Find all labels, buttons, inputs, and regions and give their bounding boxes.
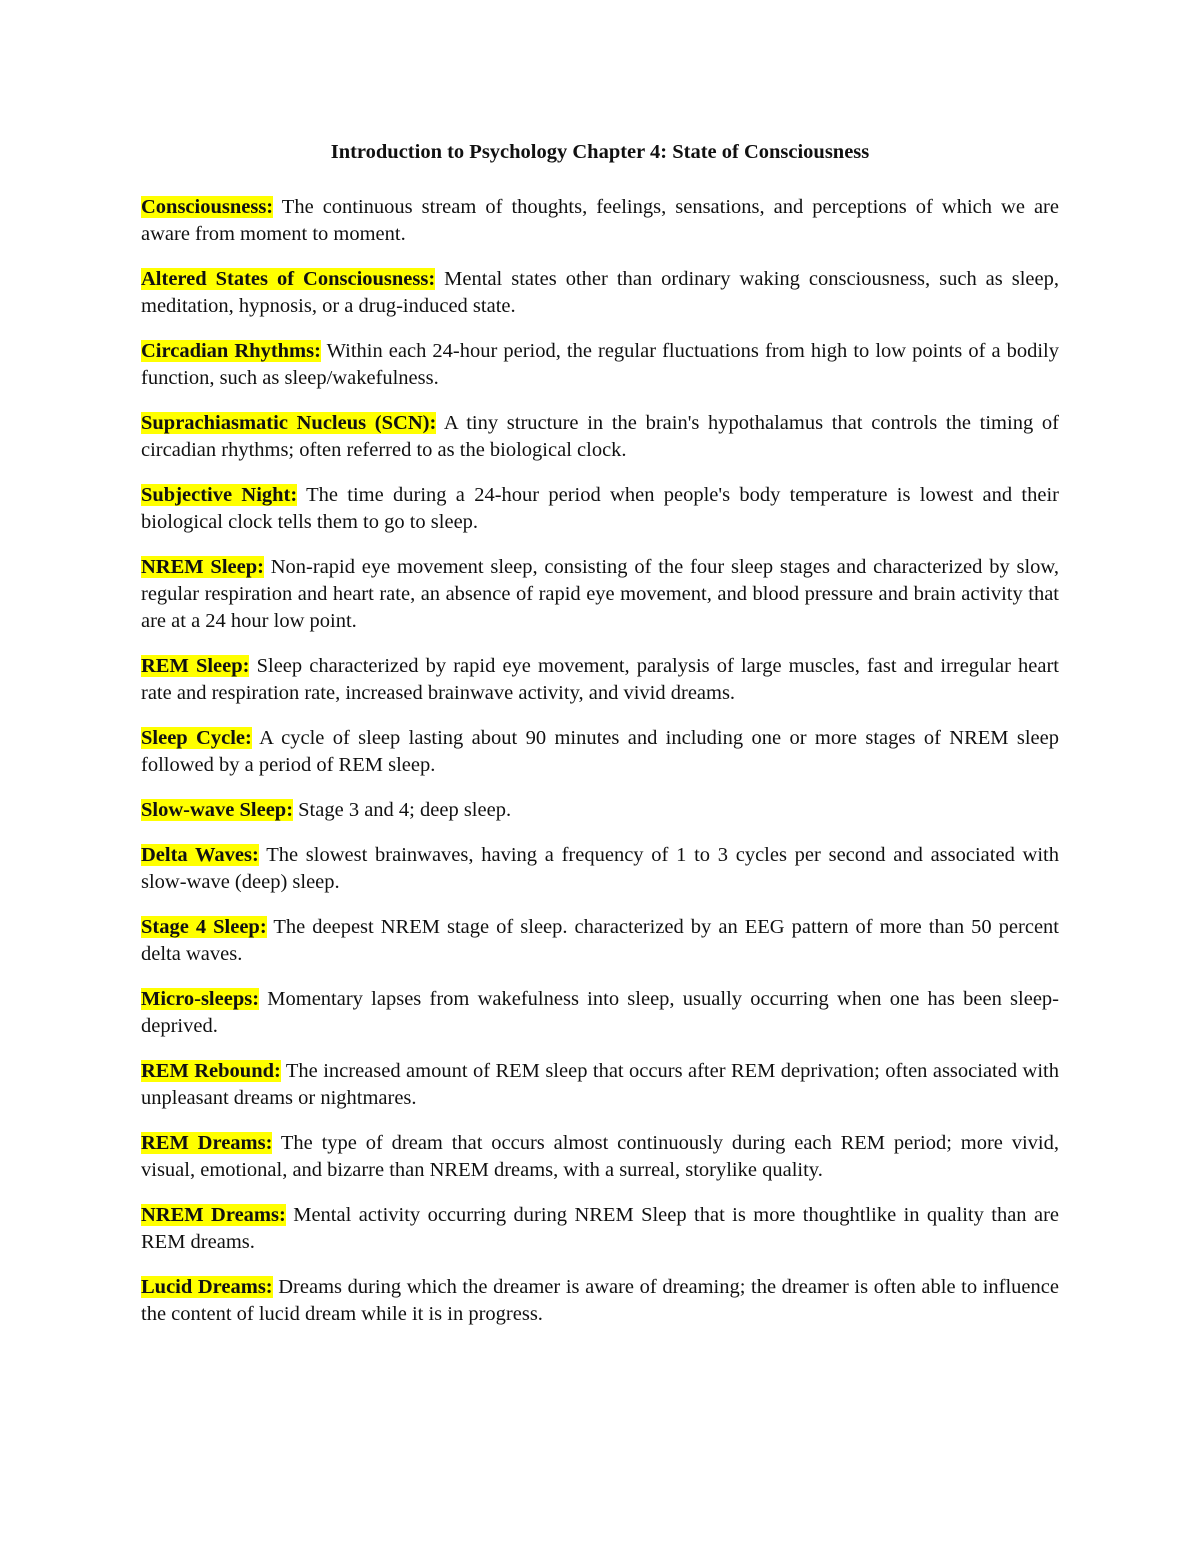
glossary-definition: A tiny structure in the brain's hypothalamus that controls the timing of circadian rhythms; often referred to as the biological clock. xyxy=(141,412,1059,461)
glossary-term: REM Rebound: xyxy=(141,1060,281,1082)
glossary-definition: Dreams during which the dreamer is aware of dreaming; the dreamer is often able to influence the content of lucid dream while it is in progress. xyxy=(141,1276,1059,1325)
glossary-term: Micro-sleeps: xyxy=(141,988,260,1010)
glossary-entry-nrem-dreams xyxy=(141,1202,1059,1256)
glossary-entry-circadian-rhythms xyxy=(141,338,1059,392)
glossary-definition: A cycle of sleep lasting about 90 minutes and including one or more stages of NREM sleep followed by a period of REM sleep. xyxy=(141,727,1059,776)
glossary-entry-consciousness xyxy=(141,194,1059,248)
document-page xyxy=(141,138,1059,1346)
glossary-term: Altered States of Consciousness: xyxy=(141,268,436,290)
glossary-term: Circadian Rhythms: xyxy=(141,340,321,362)
glossary-definition: The slowest brainwaves, having a frequency of 1 to 3 cycles per second and associated with slow-wave (deep) sleep. xyxy=(141,844,1059,893)
glossary-definition: Non-rapid eye movement sleep, consisting of the four sleep stages and characterized by slow, regular respiration and heart rate, an absence of rapid eye movement, and blood pressure and brain activity that are at a 24 hour low point. xyxy=(141,556,1060,632)
glossary-definition: The deepest NREM stage of sleep. characterized by an EEG pattern of more than 50 percent delta waves. xyxy=(141,916,1059,965)
glossary-term: Stage 4 Sleep: xyxy=(141,916,267,938)
glossary-term: NREM Sleep: xyxy=(141,556,264,578)
glossary-term: Consciousness: xyxy=(141,196,274,218)
glossary-entry-rem-dreams xyxy=(141,1130,1059,1184)
glossary-entry-rem-rebound xyxy=(141,1058,1059,1112)
glossary-entry-scn xyxy=(141,410,1059,464)
glossary-term: Delta Waves: xyxy=(141,844,259,866)
glossary-term: Slow-wave Sleep: xyxy=(141,799,294,821)
glossary-entry-subjective-night xyxy=(141,482,1059,536)
glossary-definition: Sleep characterized by rapid eye movement, paralysis of large muscles, fast and irregular heart rate and respiration rate, increased brainwave activity, and vivid dreams. xyxy=(141,655,1060,704)
glossary-entry-rem-sleep xyxy=(141,653,1059,707)
document-title: Introduction to Psychology Chapter 4: State of Consciousness xyxy=(330,141,870,163)
glossary-definition: Mental states other than ordinary waking consciousness, such as sleep, meditation, hypnosis, or a drug-induced state. xyxy=(141,268,1059,317)
glossary-definition: The type of dream that occurs almost continuously during each REM period; more vivid, visual, emotional, and bizarre than NREM dreams, with a surreal, storylike quality. xyxy=(141,1132,1059,1181)
glossary-entry-nrem-sleep xyxy=(141,554,1059,635)
glossary-entry-delta-waves xyxy=(141,842,1059,896)
glossary-definition: Within each 24-hour period, the regular fluctuations from high to low points of a bodily function, such as sleep/wakefulness. xyxy=(141,340,1059,389)
glossary-entry-lucid-dreams xyxy=(141,1274,1059,1328)
glossary-entry-sleep-cycle xyxy=(141,725,1059,779)
glossary-term: Subjective Night: xyxy=(141,484,298,506)
glossary-definition: The time during a 24-hour period when people's body temperature is lowest and their biological clock tells them to go to sleep. xyxy=(141,484,1060,533)
glossary-entry-stage-4-sleep xyxy=(141,914,1059,968)
glossary-term: Sleep Cycle: xyxy=(141,727,252,749)
glossary-term: REM Dreams: xyxy=(141,1132,273,1154)
glossary-term: Lucid Dreams: xyxy=(141,1276,273,1298)
glossary-term: REM Sleep: xyxy=(141,655,250,677)
glossary-entry-micro-sleeps xyxy=(141,986,1059,1040)
glossary-definition: Mental activity occurring during NREM Sleep that is more thoughtlike in quality than are REM dreams. xyxy=(141,1204,1059,1253)
glossary-entry-altered-states xyxy=(141,266,1059,320)
glossary-entry-slow-wave-sleep xyxy=(141,797,1059,824)
glossary-definition: The increased amount of REM sleep that occurs after REM deprivation; often associated with unpleasant dreams or nightmares. xyxy=(141,1060,1059,1109)
glossary-definition: Momentary lapses from wakefulness into sleep, usually occurring when one has been sleep-deprived. xyxy=(141,988,1060,1037)
glossary-definition: Stage 3 and 4; deep sleep. xyxy=(298,799,512,821)
glossary-definition: The continuous stream of thoughts, feelings, sensations, and perceptions of which we are aware from moment to moment. xyxy=(141,196,1059,245)
glossary-term: NREM Dreams: xyxy=(141,1204,286,1226)
glossary-term: Suprachiasmatic Nucleus (SCN): xyxy=(141,412,437,434)
